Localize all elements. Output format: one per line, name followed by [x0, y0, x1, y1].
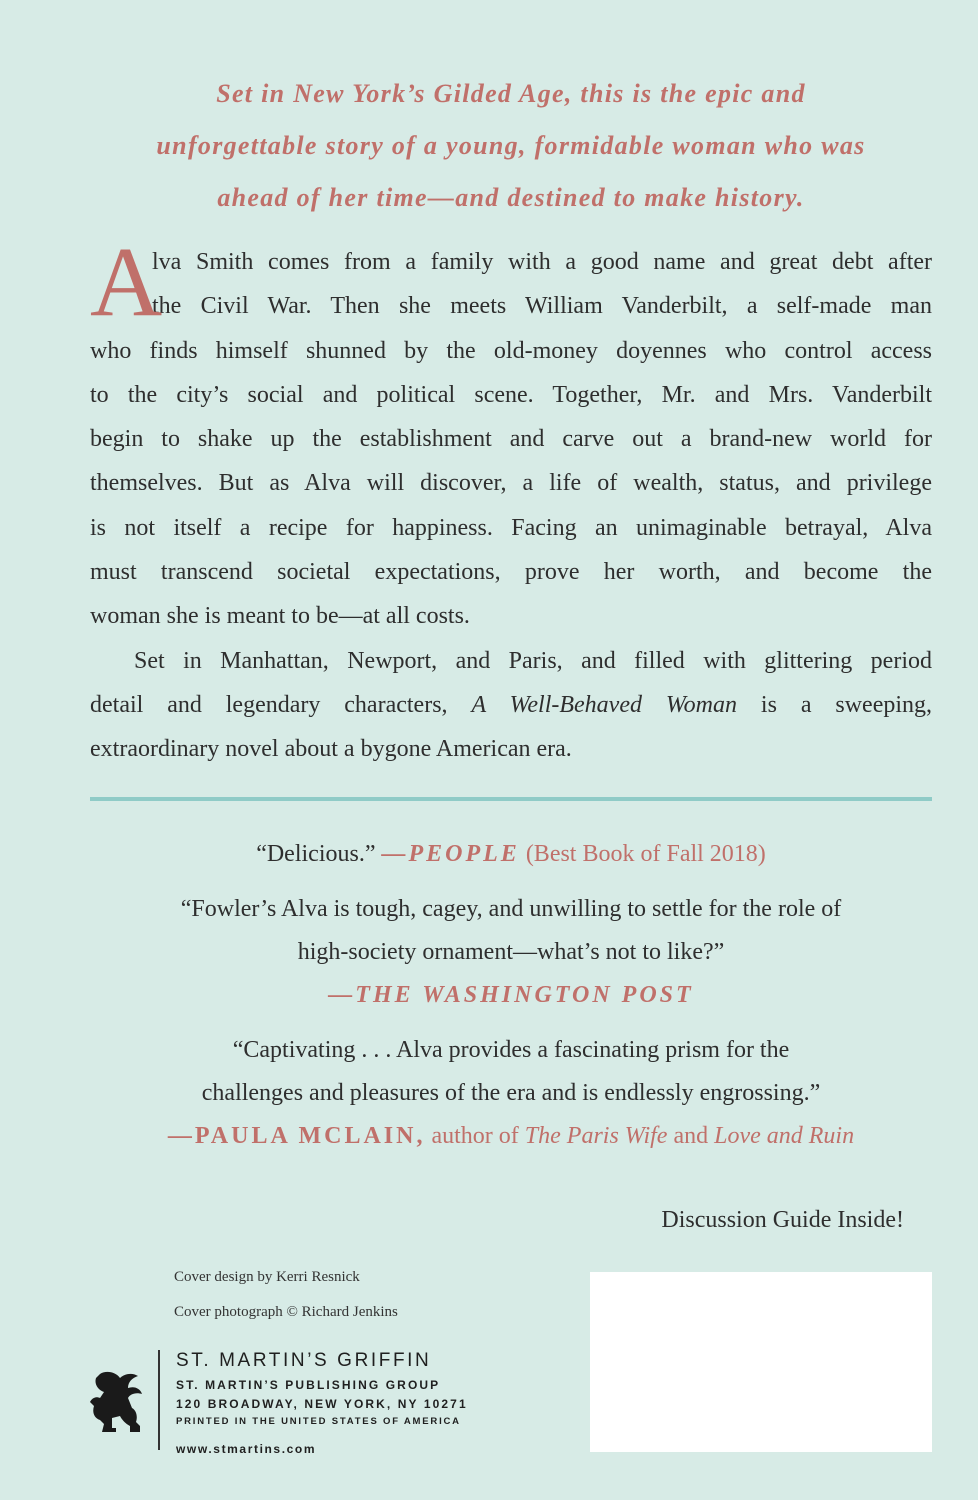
tagline-line: unforgettable story of a young, formidable woman who was [156, 131, 866, 160]
quote-source: —THE WASHINGTON POST [328, 982, 694, 1008]
synopsis-line: begin to shake up the establishment and carve out a brand-new world for [90, 426, 932, 453]
cover-design-credit: Cover design by Kerri Resnick [174, 1269, 360, 1285]
publisher-website[interactable]: www.stmartins.com [176, 1442, 317, 1456]
synopsis [90, 226, 933, 772]
synopsis-line: woman she is meant to be—at all costs. [90, 603, 470, 630]
tagline [90, 68, 932, 224]
cover-photo-credit: Cover photograph © Richard Jenkins [174, 1304, 398, 1320]
drop-cap: A [90, 226, 163, 337]
synopsis-line: to the city’s social and political scene. Together, Mr. and Mrs. Vanderbilt [90, 381, 932, 408]
author-of: author of [431, 1123, 519, 1149]
quote-people [90, 833, 932, 876]
quote-text: high-society ornament—what’s not to like?” [297, 939, 725, 965]
publisher-group: ST. MARTIN’S PUBLISHING GROUP [176, 1378, 441, 1392]
barcode-area [590, 1272, 932, 1452]
review-quotes [90, 833, 932, 1158]
synopsis-line [90, 683, 932, 727]
synopsis-line: Set in Manhattan, Newport, and Paris, and filled with glittering period [134, 647, 932, 674]
synopsis-text: detail and legendary characters, [90, 691, 448, 718]
synopsis-line: lva Smith comes from a family with a good name and great debt after [152, 249, 932, 275]
synopsis-line: themselves. But as Alva will discover, a life of wealth, status, and privilege [90, 470, 932, 497]
quote-note: (Best Book of Fall 2018) [525, 841, 766, 867]
griffin-icon [86, 1368, 146, 1438]
synopsis-line: who finds himself shunned by the old-money doyennes who control access [90, 337, 932, 364]
logo-divider [158, 1350, 160, 1450]
quote-source: —PAULA MCLAIN, [167, 1123, 426, 1149]
book-title: The Paris Wife [524, 1123, 668, 1149]
publisher-address: 120 BROADWAY, NEW YORK, NY 10271 [176, 1397, 468, 1411]
synopsis-line: is not itself a recipe for happiness. Facing an unimaginable betrayal, Alva [90, 514, 932, 541]
quote-text: “Captivating . . . Alva provides a fascinating prism for the [232, 1037, 790, 1063]
quote-attribution [90, 1115, 932, 1158]
quote-source: —PEOPLE [381, 841, 520, 867]
quote-text: challenges and pleasures of the era and is endlessly engrossing.” [201, 1080, 821, 1106]
quote-text: “Delicious.” [256, 841, 376, 867]
discussion-guide-note: Discussion Guide Inside! [661, 1207, 904, 1233]
tagline-line: ahead of her time—and destined to make history. [217, 183, 805, 212]
synopsis-text: is a sweeping, [760, 691, 933, 718]
printed-in: PRINTED IN THE UNITED STATES OF AMERICA [176, 1416, 461, 1427]
divider [90, 797, 932, 801]
synopsis-line: extraordinary novel about a bygone American era. [90, 736, 572, 763]
book-title: Love and Ruin [714, 1123, 855, 1149]
synopsis-line: must transcend societal expectations, prove her worth, and become the [90, 559, 932, 586]
publisher-name: ST. MARTIN’S GRIFFIN [176, 1350, 432, 1371]
synopsis-line: the Civil War. Then she meets William Vanderbilt, a self-made man [152, 293, 932, 320]
quote-text: “Fowler’s Alva is tough, cagey, and unwilling to settle for the role of [180, 896, 842, 922]
conjunction: and [673, 1123, 709, 1149]
book-title: A Well-Behaved Woman [471, 691, 737, 718]
tagline-line: Set in New York’s Gilded Age, this is the epic and [216, 79, 806, 108]
